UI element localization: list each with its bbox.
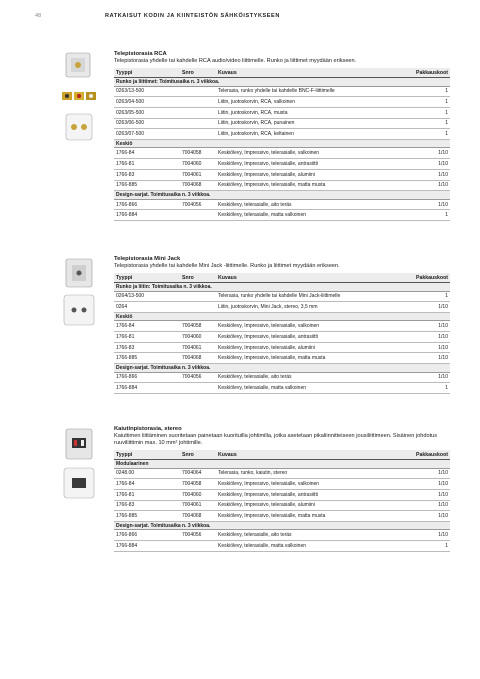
column-header: Tyyppi xyxy=(114,273,180,283)
table-row xyxy=(114,500,450,511)
table-row xyxy=(114,159,450,170)
cell-pack: 1/10 xyxy=(406,159,450,170)
rca-connectors-photo-icon xyxy=(54,82,102,110)
table-row xyxy=(114,332,450,343)
table-row xyxy=(114,383,450,394)
cell-snro xyxy=(180,118,216,129)
cell-description: Keskiölevy, Impressivo, telerasialle, valkoinen xyxy=(216,148,406,159)
cell-pack: 1 xyxy=(406,129,450,140)
table-group-row xyxy=(114,139,450,148)
group-label: Design-sarjat. Toimitusaika n. 3 viikkoa. xyxy=(114,521,450,530)
minijack-plate-photo-icon xyxy=(54,293,102,327)
column-header: Pakkauskoot xyxy=(406,450,450,460)
cell-type: 1766-84 xyxy=(114,321,180,332)
cell-snro xyxy=(180,383,216,394)
cell-type: 1766-81 xyxy=(114,159,180,170)
cell-snro: 7004060 xyxy=(180,332,216,343)
cell-description: Liitin, juotoskorvin, RCA, keltainen xyxy=(216,129,406,140)
cell-pack: 1 xyxy=(406,291,450,302)
cell-description: Liitin, juotoskorvin, RCA, punainen xyxy=(216,118,406,129)
cell-snro: 7004068 xyxy=(180,180,216,191)
table-header-row xyxy=(114,450,450,460)
table-row xyxy=(114,97,450,108)
cell-snro xyxy=(180,107,216,118)
table-row xyxy=(114,169,450,180)
cell-snro: 7004056 xyxy=(180,530,216,541)
table-row xyxy=(114,86,450,97)
cell-type: 1766-83 xyxy=(114,169,180,180)
column-header: Tyyppi xyxy=(114,450,180,460)
cell-type: 1766-866 xyxy=(114,199,180,210)
cell-type: 1766-884 xyxy=(114,383,180,394)
cell-description: Keskiölevy, telerasialle, aito teräs xyxy=(216,530,406,541)
cell-description: Keskiölevy, Impressivo, telerasialle, antrasiitti xyxy=(216,332,406,343)
rca-socket-photo-icon xyxy=(54,51,102,79)
cell-type: 0263/04-500 xyxy=(114,97,180,108)
table-row xyxy=(114,302,450,313)
cell-snro xyxy=(180,291,216,302)
cell-snro: 7004061 xyxy=(180,342,216,353)
cell-description: Keskiölevy, Impressivo, telerasialle, valkoinen xyxy=(216,479,406,490)
cell-snro: 7004058 xyxy=(180,479,216,490)
cell-type: 1766-884 xyxy=(114,541,180,552)
cell-pack: 1/10 xyxy=(406,489,450,500)
cell-pack: 1/10 xyxy=(406,342,450,353)
section-content xyxy=(114,51,450,221)
cell-type: 0264/13-500 xyxy=(114,291,180,302)
cell-pack: 1/10 xyxy=(406,321,450,332)
group-label: Design-sarjat. Toimitusaika n. 3 viikkoa. xyxy=(114,191,450,200)
cell-type: 1766-885 xyxy=(114,511,180,522)
group-label: Keskiö xyxy=(114,312,450,321)
product-thumbnails xyxy=(54,51,106,144)
table-group-row xyxy=(114,521,450,530)
cell-description: Telerasia, runko yhdelle tai kahdelle BNC-F-liittimelle xyxy=(216,86,406,97)
table-row xyxy=(114,353,450,364)
product-thumbnails xyxy=(54,256,106,330)
cell-type: 1766-866 xyxy=(114,372,180,383)
cell-description: Keskiölevy, telerasialle, matta valkoinen xyxy=(216,541,406,552)
cell-type: 1766-884 xyxy=(114,210,180,221)
cell-pack: 1/10 xyxy=(406,199,450,210)
cell-pack: 1 xyxy=(406,107,450,118)
product-table xyxy=(114,273,450,394)
cell-description: Telerasia, runko yhdelle tai kahdelle Mini Jack-liittimelle xyxy=(216,291,406,302)
table-row xyxy=(114,342,450,353)
cell-type: 1766-83 xyxy=(114,500,180,511)
cell-snro: 7004068 xyxy=(180,511,216,522)
cell-type: 0263/05-500 xyxy=(114,107,180,118)
cell-description: Keskiölevy, telerasialle, matta valkoinen xyxy=(216,210,406,221)
table-header-row xyxy=(114,273,450,283)
section-description: Kaiuttimen liittäminen suoritetaan painetaan kuorituilla johtimilla, jotka asetetaan pikaliinnitteiseen jousiliittimeen. Sisäinen johdotus ruuviliittimin max. 10 mm² johtimille. xyxy=(114,433,438,446)
cell-snro: 7004060 xyxy=(180,489,216,500)
table-row xyxy=(114,118,450,129)
cell-pack: 1 xyxy=(406,210,450,221)
page-number: 48 xyxy=(35,13,42,19)
cell-pack: 1 xyxy=(406,541,450,552)
table-row xyxy=(114,129,450,140)
table-row xyxy=(114,489,450,500)
cell-description: Keskiölevy, Impressivo, telerasialle, valkoinen xyxy=(216,321,406,332)
rca-plate-photo-icon xyxy=(54,113,102,141)
cell-snro xyxy=(180,210,216,221)
table-row xyxy=(114,511,450,522)
table-row xyxy=(114,479,450,490)
cell-description: Keskiölevy, Impressivo, telerasialle, matta musta xyxy=(216,511,406,522)
section-description: Telepistorasia yhdelle tai kahdelle Mini Jack -liittimelle. Runko ja liittimet myydään erikseen. xyxy=(114,263,340,269)
group-label: Modulaarinen xyxy=(114,460,450,469)
cell-description: Keskiölevy, telerasialle, aito teräs xyxy=(216,199,406,210)
cell-type: 1766-83 xyxy=(114,342,180,353)
cell-snro: 7004061 xyxy=(180,500,216,511)
cell-type: 1766-885 xyxy=(114,353,180,364)
cell-type: 0263/06-500 xyxy=(114,118,180,129)
column-header: Snro xyxy=(180,450,216,460)
minijack-socket-photo-icon xyxy=(54,256,102,290)
cell-snro xyxy=(180,86,216,97)
cell-snro: 7004058 xyxy=(180,148,216,159)
product-thumbnails xyxy=(54,426,106,504)
cell-snro: 7004068 xyxy=(180,353,216,364)
column-header: Pakkauskoot xyxy=(406,68,450,78)
cell-description: Keskiölevy, Impressivo, telerasialle, matta musta xyxy=(216,353,406,364)
table-header-row xyxy=(114,68,450,78)
group-label: Runko ja liitin: Toimitusaika n. 3 viikkoa. xyxy=(114,283,450,292)
table-row xyxy=(114,180,450,191)
cell-type: 0263/13-500 xyxy=(114,86,180,97)
cell-snro xyxy=(180,302,216,313)
cell-type: 0248.00 xyxy=(114,468,180,479)
group-label: Design-sarjat. Toimitusaika n. 3 viikkoa. xyxy=(114,364,450,373)
table-group-row xyxy=(114,460,450,469)
cell-snro xyxy=(180,541,216,552)
table-row xyxy=(114,107,450,118)
cell-pack: 1 xyxy=(406,86,450,97)
cell-description: Telerasia, runko, kaiutin, stereo xyxy=(216,468,406,479)
cell-description: Keskiölevy, Impressivo, telerasialle, matta musta xyxy=(216,180,406,191)
table-row xyxy=(114,210,450,221)
cell-type: 1766-81 xyxy=(114,489,180,500)
cell-description: Keskiölevy, telerasialle, matta valkoinen xyxy=(216,383,406,394)
cell-pack: 1/10 xyxy=(406,148,450,159)
table-row xyxy=(114,530,450,541)
cell-snro: 7004064 xyxy=(180,468,216,479)
table-row xyxy=(114,541,450,552)
cell-type: 1766-885 xyxy=(114,180,180,191)
cell-pack: 1/10 xyxy=(406,479,450,490)
cell-snro: 7004056 xyxy=(180,372,216,383)
cell-snro xyxy=(180,97,216,108)
table-row xyxy=(114,199,450,210)
column-header: Snro xyxy=(180,68,216,78)
section-content xyxy=(114,426,450,552)
section-title: Telepistorasia RCA xyxy=(114,51,167,57)
cell-snro xyxy=(180,129,216,140)
cell-pack: 1/10 xyxy=(406,372,450,383)
cell-snro: 7004056 xyxy=(180,199,216,210)
cell-description: Keskiölevy, telerasialle, aito teräs xyxy=(216,372,406,383)
cell-description: Keskiölevy, Impressivo, telerasialle, antrasiitti xyxy=(216,159,406,170)
column-header: Snro xyxy=(180,273,216,283)
cell-pack: 1 xyxy=(406,97,450,108)
section-title: Kaiutinpistorasia, stereo xyxy=(114,426,182,432)
group-label: Keskiö xyxy=(114,139,450,148)
cell-snro: 7004060 xyxy=(180,159,216,170)
cell-pack: 1/10 xyxy=(406,169,450,180)
table-row xyxy=(114,468,450,479)
table-row xyxy=(114,148,450,159)
table-group-row xyxy=(114,312,450,321)
section-description: Telepistorasia yhdelle tai kahdelle RCA audio/video liittimelle. Runko ja liittimet myydään erikseen. xyxy=(114,58,357,64)
group-label: Runko ja liittimet: Toimitusaika n. 3 viikkoa. xyxy=(114,78,450,87)
product-table xyxy=(114,450,450,552)
product-table xyxy=(114,68,450,221)
cell-description: Liitin, juotoskorvin, Mini Jack, stereo, 3,5 mm xyxy=(216,302,406,313)
speaker-socket-photo-icon xyxy=(54,426,102,462)
cell-type: 1766-866 xyxy=(114,530,180,541)
running-title: RATKAISUT KODIN JA KIINTEISTÖN SÄHKÖISTYKSEEN xyxy=(105,13,280,19)
cell-pack: 1/10 xyxy=(406,180,450,191)
cell-pack: 1/10 xyxy=(406,353,450,364)
section-content xyxy=(114,256,450,394)
table-group-row xyxy=(114,191,450,200)
cell-pack: 1/10 xyxy=(406,332,450,343)
column-header: Kuvaus xyxy=(216,450,406,460)
column-header: Kuvaus xyxy=(216,68,406,78)
cell-description: Liitin, juotoskorvin, RCA, valkoinen xyxy=(216,97,406,108)
cell-description: Keskiölevy, Impressivo, telerasialle, alumiini xyxy=(216,500,406,511)
table-group-row xyxy=(114,283,450,292)
cell-description: Keskiölevy, Impressivo, telerasialle, alumiini xyxy=(216,342,406,353)
table-row xyxy=(114,291,450,302)
column-header: Pakkauskoot xyxy=(406,273,450,283)
cell-pack: 1/10 xyxy=(406,302,450,313)
section-title: Telepistorasia Mini Jack xyxy=(114,256,181,262)
table-group-row xyxy=(114,78,450,87)
cell-pack: 1/10 xyxy=(406,530,450,541)
cell-pack: 1/10 xyxy=(406,511,450,522)
column-header: Tyyppi xyxy=(114,68,180,78)
cell-type: 1766-84 xyxy=(114,148,180,159)
table-group-row xyxy=(114,364,450,373)
cell-pack: 1 xyxy=(406,383,450,394)
column-header: Kuvaus xyxy=(216,273,406,283)
cell-type: 0263/07-500 xyxy=(114,129,180,140)
cell-type: 1766-81 xyxy=(114,332,180,343)
cell-snro: 7004061 xyxy=(180,169,216,180)
cell-type: 1766-84 xyxy=(114,479,180,490)
cell-pack: 1/10 xyxy=(406,500,450,511)
table-row xyxy=(114,321,450,332)
cell-snro: 7004058 xyxy=(180,321,216,332)
cell-description: Keskiölevy, Impressivo, telerasialle, alumiini xyxy=(216,169,406,180)
cell-pack: 1/10 xyxy=(406,468,450,479)
cell-pack: 1 xyxy=(406,118,450,129)
cell-type: 0264 xyxy=(114,302,180,313)
table-row xyxy=(114,372,450,383)
speaker-plate-photo-icon xyxy=(54,465,102,501)
cell-description: Liitin, juotoskorvin, RCA, musta xyxy=(216,107,406,118)
page-header xyxy=(35,13,460,25)
cell-description: Keskiölevy, Impressivo, telerasialle, antrasiitti xyxy=(216,489,406,500)
